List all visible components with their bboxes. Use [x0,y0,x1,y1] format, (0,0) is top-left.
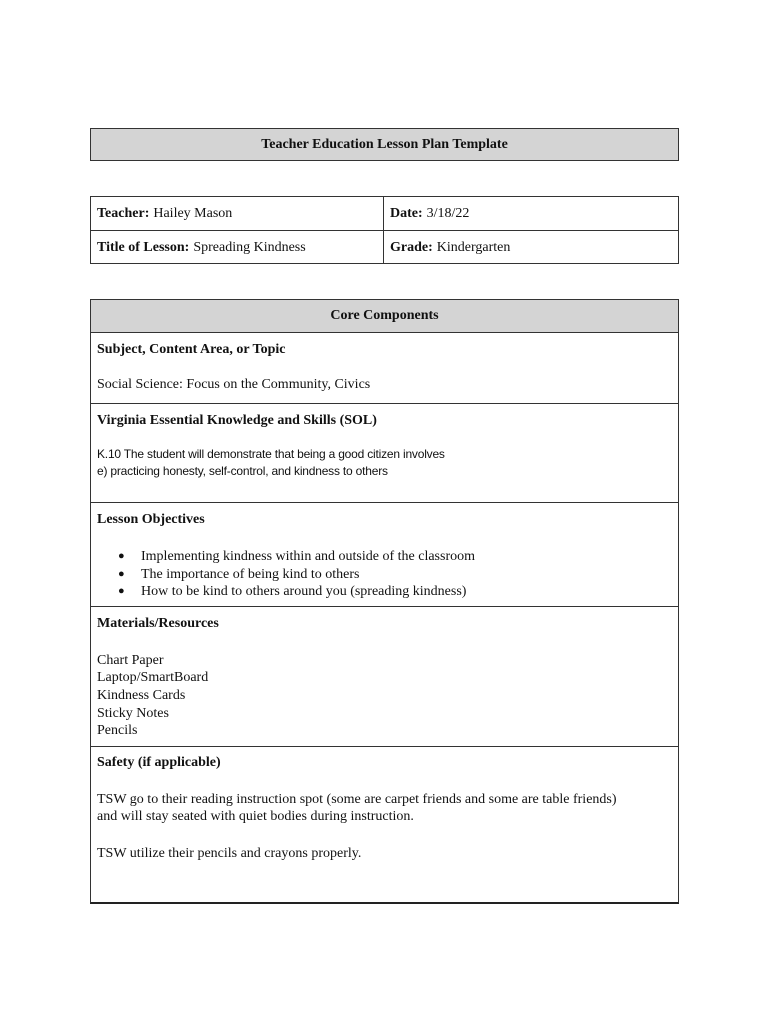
materials-section [91,606,678,746]
bullet-icon: ● [118,585,125,597]
material-item: Kindness Cards [97,688,186,703]
sol-section [91,403,678,502]
list-item: ● How to be kind to others around you (spreading kindness) [118,584,467,599]
teacher-value: Hailey Mason [153,205,233,221]
safety-para-2: TSW utilize their pencils and crayons properly. [97,846,362,861]
safety-para-1-line-1: TSW go to their reading instruction spot (some are carpet friends and some are table friends) [97,792,617,807]
lesson-title-cell [91,231,384,264]
date-label: Date: [390,205,423,221]
grade-cell [384,231,678,264]
material-item: Chart Paper [97,653,164,668]
lesson-title-label: Title of Lesson: [97,239,190,255]
bullet-icon: ● [118,550,125,562]
objectives-section [91,502,678,606]
lesson-info-table [90,196,679,264]
bullet-icon: ● [118,567,125,580]
document-title: Teacher Education Lesson Plan Template [261,136,508,152]
info-row-2 [91,231,678,264]
sol-title: Virginia Essential Knowledge and Skills (SOL) [97,413,377,428]
material-item: Pencils [97,723,138,738]
objectives-list [115,548,475,601]
material-item: Laptop/SmartBoard [97,670,209,685]
objectives-title: Lesson Objectives [97,512,205,527]
info-row-1 [91,197,678,231]
safety-title: Safety (if applicable) [97,755,221,770]
teacher-cell [91,197,384,230]
safety-section [91,746,678,903]
core-components-heading-text: Core Components [330,308,439,323]
sol-line-2: e) practicing honesty, self-control, and kindness to others [97,464,388,478]
date-value: 3/18/22 [426,205,470,221]
grade-value: Kindergarten [436,239,511,255]
subject-section [91,332,678,403]
grade-label: Grade: [390,239,433,255]
subject-title: Subject, Content Area, or Topic [97,342,286,357]
teacher-label: Teacher: [97,205,150,221]
material-item: Sticky Notes [97,706,169,721]
sol-line-1: K.10 The student will demonstrate that being a good citizen involves [97,447,445,461]
materials-title: Materials/Resources [97,616,219,631]
list-item: ● The importance of being kind to others [118,566,360,582]
lesson-title-value: Spreading Kindness [193,239,306,255]
core-components-table [90,299,679,904]
subject-text: Social Science: Focus on the Community, Civics [97,377,371,392]
document-title-box [90,128,679,161]
safety-para-1-line-2: and will stay seated with quiet bodies during instruction. [97,809,414,824]
core-components-heading [91,300,678,333]
date-cell [384,197,678,230]
list-item: ● Implementing kindness within and outside of the classroom [118,549,476,564]
